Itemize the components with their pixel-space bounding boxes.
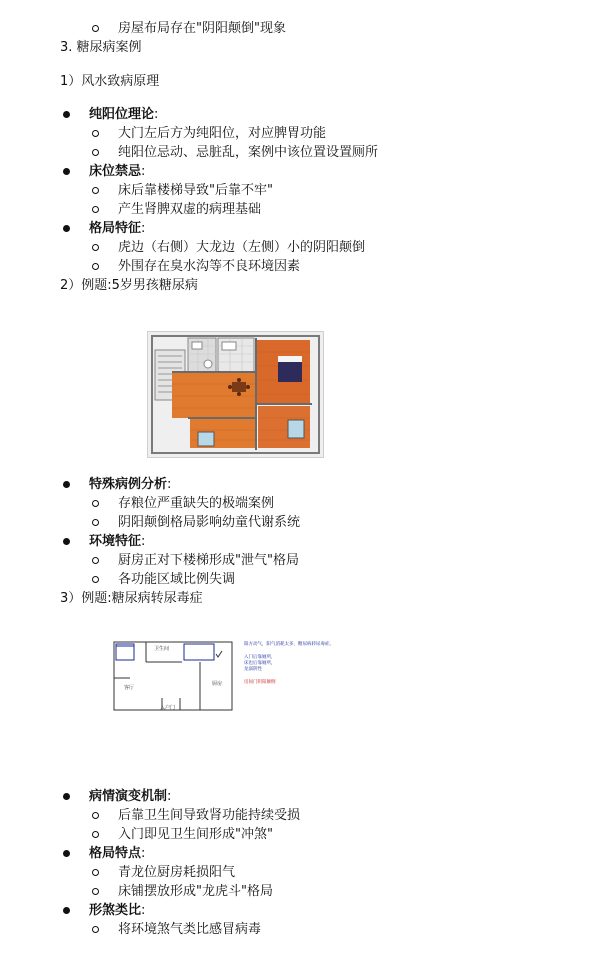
subsection-title: 2）例题:5岁男孩糖尿病 <box>60 278 198 293</box>
bullet-title: 格局特征: <box>89 221 146 236</box>
note-line: 入门后靠厕所， <box>244 655 276 660</box>
sub-item: 青龙位厨房耗损阳气 <box>118 865 236 880</box>
sketch-notes <box>244 642 368 686</box>
label-entry-door: 入户门 <box>160 705 176 711</box>
sub-bullet <box>92 557 99 564</box>
bullet <box>63 907 70 914</box>
bullet <box>63 225 70 232</box>
floor-plan-sketch <box>110 638 370 714</box>
bullet <box>63 168 70 175</box>
sub-item: 厨房正对下楼梯形成"泄气"格局 <box>118 553 299 568</box>
sub-bullet <box>92 926 99 933</box>
sub-item: 外围存在臭水沟等不良环境因素 <box>118 259 301 274</box>
sketch-drawing <box>110 638 238 714</box>
bullet <box>63 481 70 488</box>
section-heading: 3. 糖尿病案例 <box>60 40 142 55</box>
label-living-room: 客厅 <box>124 685 135 691</box>
sub-bullet <box>92 187 99 194</box>
sub-item: 存粮位严重缺失的极端案例 <box>118 496 275 511</box>
sub-bullet <box>92 244 99 251</box>
note-line: 龙弱阴性 <box>244 667 262 672</box>
bullet <box>63 538 70 545</box>
note-line: 房间门阴阳颠倒 <box>244 680 276 685</box>
sub-bullet <box>92 149 99 156</box>
label-bathroom: 卫生间 <box>154 646 170 652</box>
subsection-title: 1）风水致病原理 <box>60 74 160 89</box>
sub-item: 纯阳位忌动、忌脏乱，案例中该位置设置厕所 <box>118 145 379 160</box>
sub-bullet <box>92 869 99 876</box>
bullet <box>63 793 70 800</box>
text-line: 房屋布局存在"阴阳颠倒"现象 <box>118 21 286 36</box>
sub-item: 床后靠楼梯导致"后靠不牢" <box>118 183 273 198</box>
sub-item: 阴阳颠倒格局影响幼童代谢系统 <box>118 515 301 530</box>
sub-item: 后靠卫生间导致肾功能持续受损 <box>118 808 301 823</box>
sub-item: 床铺摆放形成"龙虎斗"格局 <box>118 884 273 899</box>
bullet-title: 格局特点: <box>89 846 146 861</box>
sub-bullet <box>92 130 99 137</box>
note-line: 阳方动气，阳气消耗太多，糖尿病转尿毒症。 <box>244 642 334 647</box>
sub-item: 大门左后方为纯阳位，对应脾胃功能 <box>118 126 327 141</box>
bullet-title: 特殊病例分析: <box>89 477 172 492</box>
bullet-title: 环境特征: <box>89 534 146 549</box>
sub-bullet <box>92 831 99 838</box>
sub-item: 入门即见卫生间形成"冲煞" <box>118 827 273 842</box>
floor-plan-image <box>147 331 324 458</box>
sub-bullet <box>92 206 99 213</box>
subsection-title: 3）例题:糖尿病转尿毒症 <box>60 591 203 606</box>
sub-item: 各功能区域比例失调 <box>118 572 236 587</box>
label-kitchen: 厨房 <box>212 681 223 687</box>
sub-bullet <box>92 519 99 526</box>
sub-item: 将环境煞气类比感冒病毒 <box>118 922 262 937</box>
floor-plan-drawing <box>148 332 323 457</box>
note-line: 床也后靠厕所， <box>244 661 276 666</box>
bullet-title: 病情演变机制: <box>89 789 172 804</box>
sub-bullet <box>92 25 99 32</box>
bullet <box>63 850 70 857</box>
sub-bullet <box>92 500 99 507</box>
sub-bullet <box>92 888 99 895</box>
bullet-title: 形煞类比: <box>89 903 146 918</box>
sub-bullet <box>92 263 99 270</box>
bullet <box>63 111 70 118</box>
bullet-title: 纯阳位理论: <box>89 107 159 122</box>
sub-item: 虎边（右侧）大龙边（左侧）小的阴阳颠倒 <box>118 240 366 255</box>
sub-bullet <box>92 576 99 583</box>
sub-item: 产生肾脾双虚的病理基础 <box>118 202 262 217</box>
bullet-title: 床位禁忌: <box>89 164 146 179</box>
sub-bullet <box>92 812 99 819</box>
